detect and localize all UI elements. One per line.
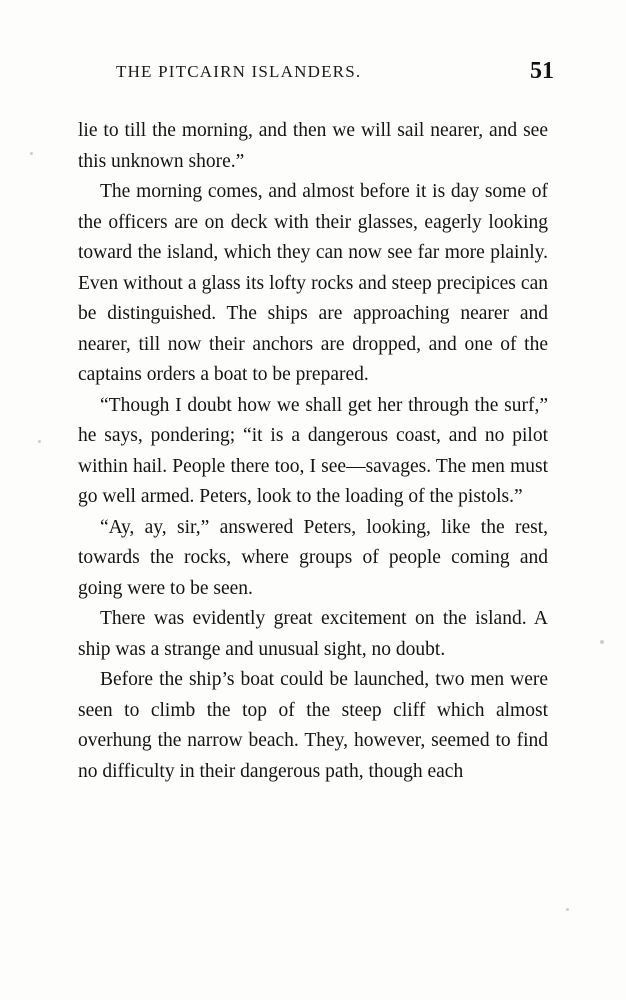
paragraph: There was evidently great excitement on the island. A ship was a strange and unusual sight, no doubt. [78, 608, 548, 660]
page-number: 51 [530, 58, 554, 84]
paragraph: lie to till the morning, and then we will sail nearer, and see this unknown shore.” [78, 120, 548, 172]
running-head-title: THE PITCAIRN ISLANDERS. [116, 62, 362, 81]
paragraph: Before the ship’s boat could be launched, two men were seen to climb the top of the steep cliff which almost overhung the narrow beach. They, however, seemed to find no difficulty in their dangerous path, though each [78, 669, 548, 782]
running-header [78, 58, 554, 102]
page-speck [38, 440, 41, 443]
body-text [78, 116, 548, 787]
paragraph: “Ay, ay, sir,” answered Peters, looking, like the rest, towards the rocks, where groups of people coming and going were to be seen. [78, 516, 548, 599]
page-speck [566, 908, 569, 911]
paragraph: “Though I doubt how we shall get her through the surf,” he says, pondering; “it is a dangerous coast, and no pilot within hail. People there too, I see—savages. The men must go well armed. Peters, look to the loading of the pistols.” [78, 394, 548, 507]
page-content [78, 58, 554, 787]
paragraph: The morning comes, and almost before it is day some of the officers are on deck with their glasses, eagerly looking toward the island, which they can now see far more plainly. Even without a glass its lofty rocks and steep precipices can be distinguished. The ships are approaching nearer and nearer, till now their anchors are dropped, and one of the captains orders a boat to be prepared. [78, 181, 548, 385]
page-speck [30, 152, 33, 155]
page-speck [600, 640, 604, 644]
